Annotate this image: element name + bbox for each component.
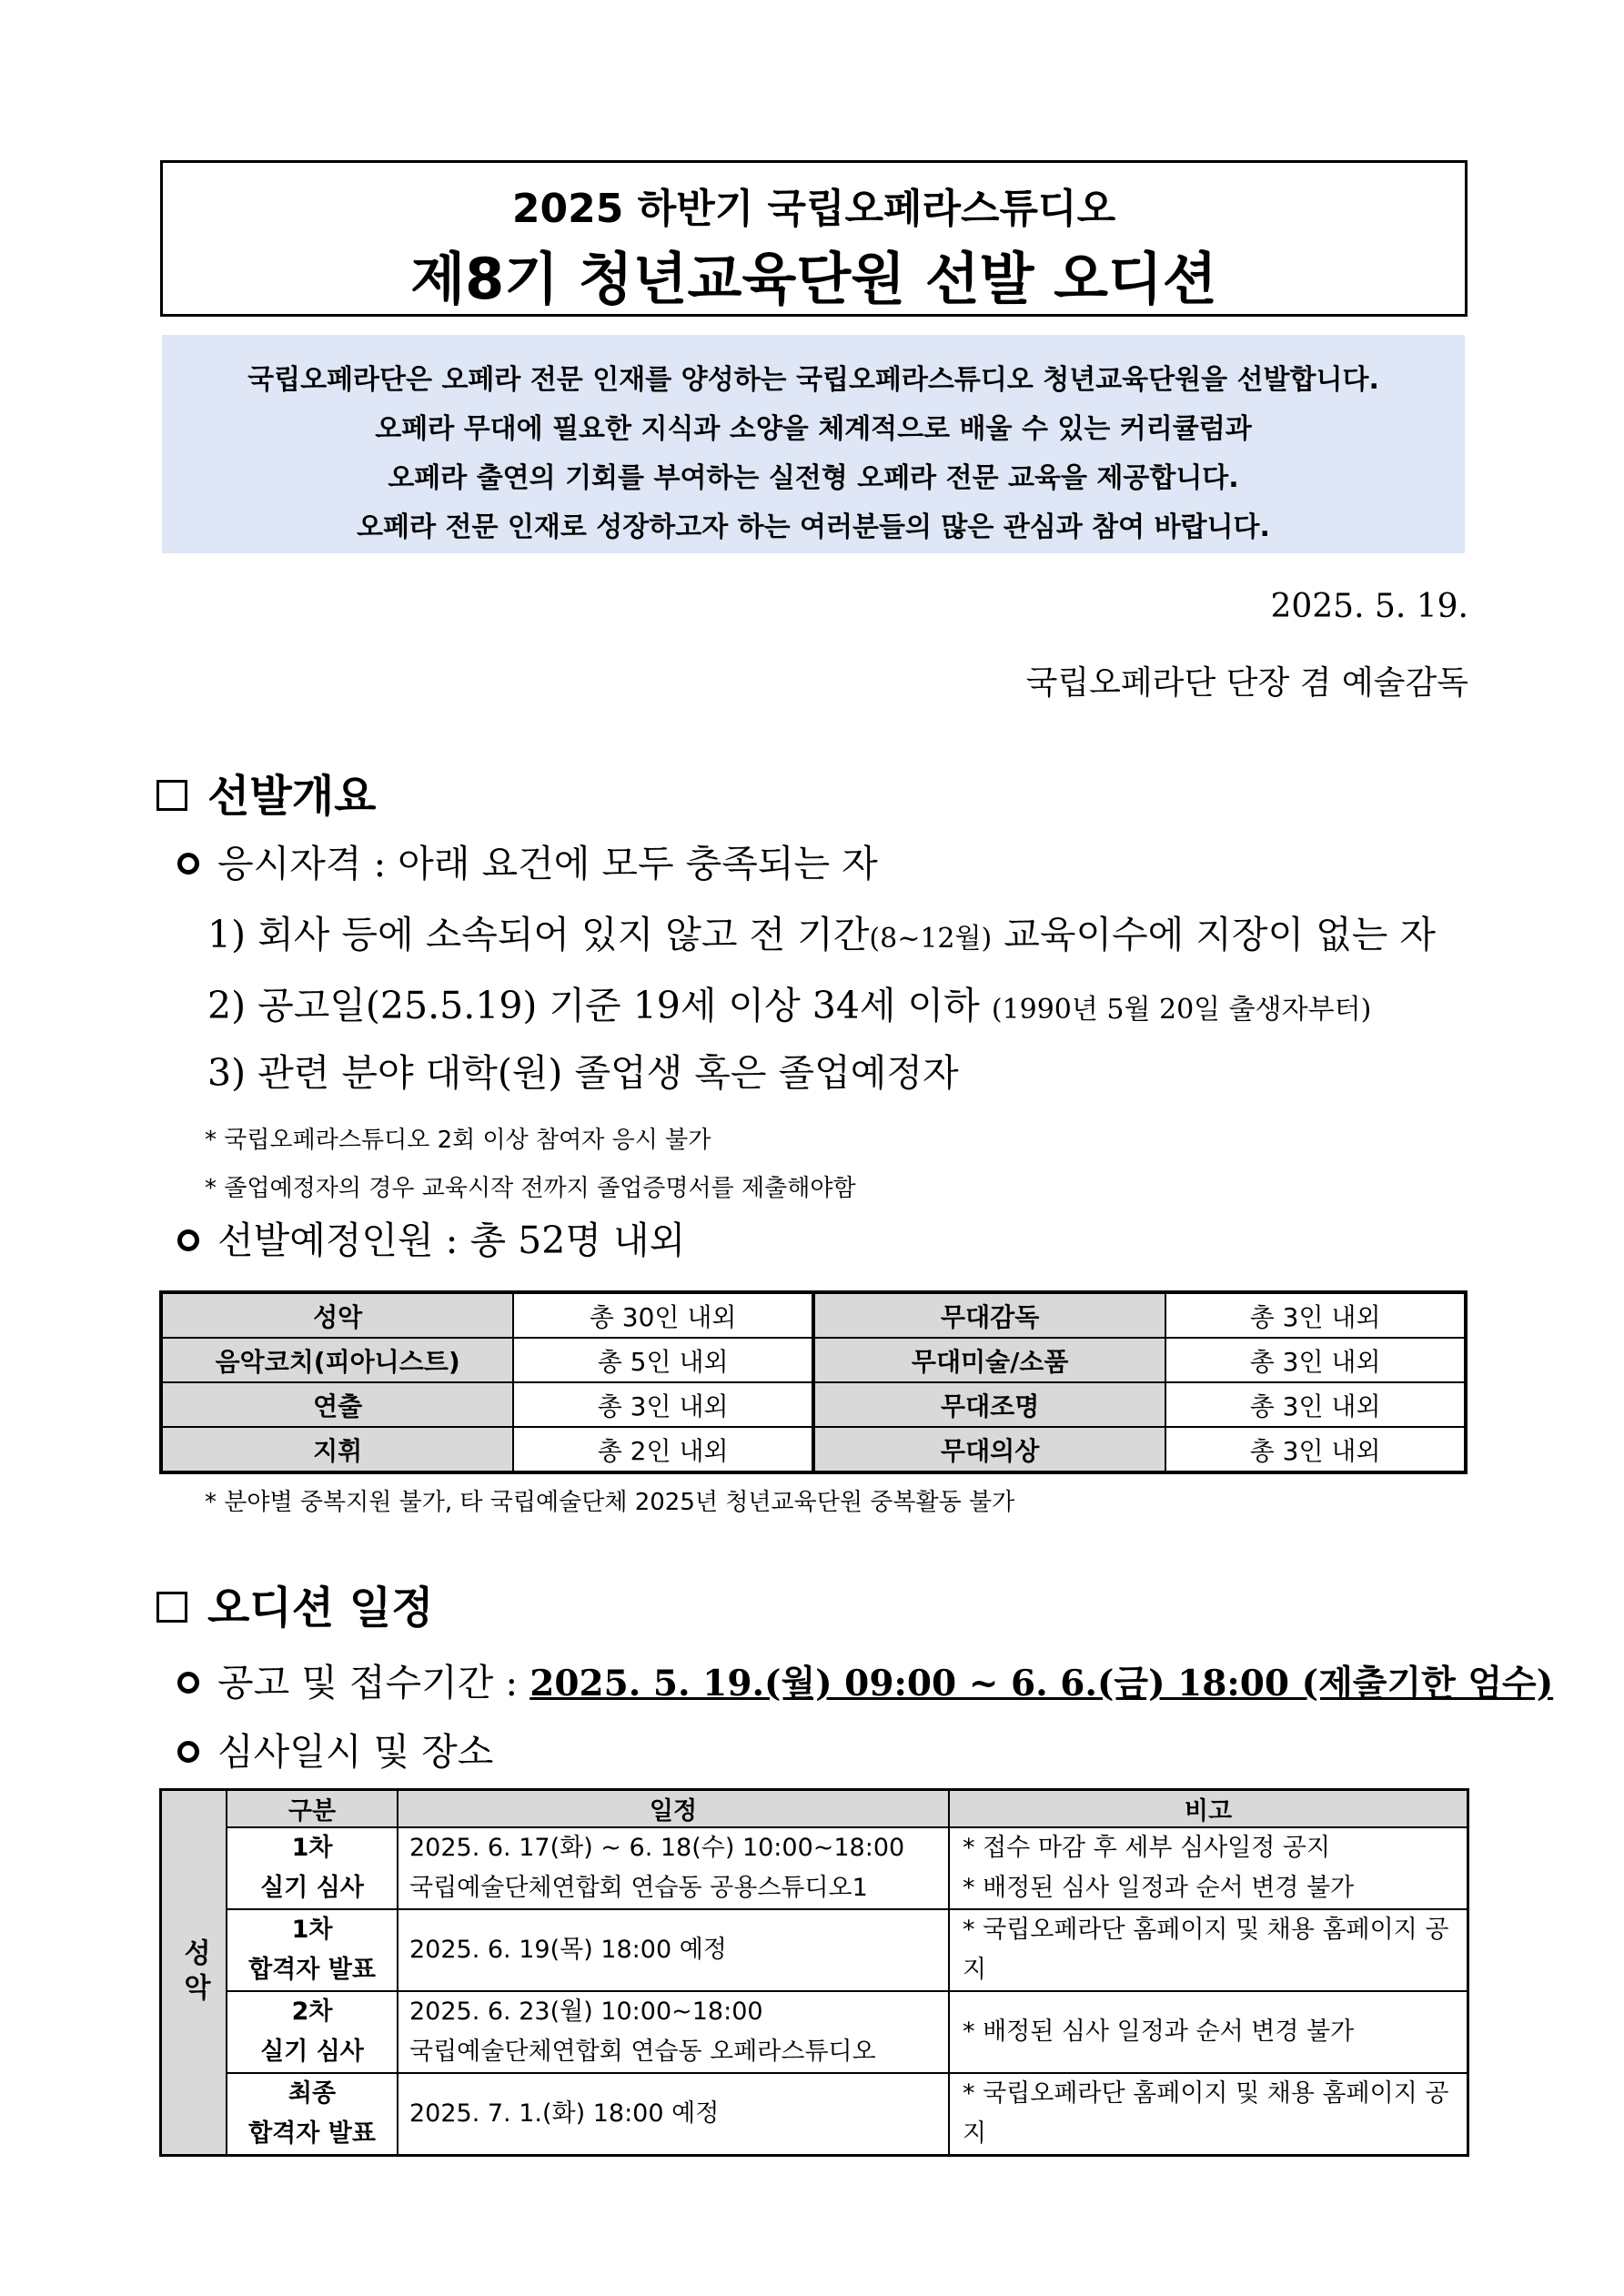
section-heading-overview [156,761,376,824]
eligibility-label: 응시자격 : 아래 요건에 모두 충족되는 자 [217,842,878,885]
quota-table [159,1290,1468,1474]
header-schedule: 일정 [398,1790,949,1828]
section-heading-schedule [156,1573,434,1635]
field-quota: 총 3인 내외 [1165,1382,1466,1427]
period-value: 2025. 5. 19.(월) 09:00 ~ 6. 6.(금) 18:00 (제출기한 엄수) [530,1663,1554,1704]
stage-cell: 최종 합격자 발표 [227,2073,398,2156]
venue-label: 심사일시 및 장소 [217,1730,494,1774]
field-quota: 총 2인 내외 [513,1427,813,1472]
section-title: 오디션 일정 [207,1583,434,1633]
table-row [161,1382,1466,1427]
table-row [161,1338,1466,1382]
table-row [161,1427,1466,1472]
table-row [161,1909,1468,1991]
intro-line: 국립오페라단은 오페라 전문 인재를 양성하는 국립오페라스튜디오 청년교육단원을 선발합니다. [247,364,1379,396]
table-row [161,2073,1468,2156]
eligibility-bullet [177,834,878,887]
table-row [161,1790,1468,1828]
remarks-cell: * 국립오페라단 홈페이지 및 채용 홈페이지 공지 [949,2073,1468,2156]
circle-bullet-icon [177,1741,199,1763]
field-name: 무대미술/소품 [813,1338,1165,1382]
field-quota: 총 3인 내외 [513,1382,813,1427]
title-box [160,160,1468,317]
field-name: 지휘 [161,1427,513,1472]
stage-cell: 1차 합격자 발표 [227,1909,398,1991]
table-row [161,1827,1468,1909]
field-name: 음악코치(피아니스트) [161,1338,513,1382]
side-label: 성악 [161,1790,227,2156]
intro-line: 오페라 출연의 기회를 부여하는 실전형 오페라 전문 교육을 제공합니다. [388,462,1239,494]
circle-bullet-icon [177,1672,199,1694]
title-line1: 2025 하반기 국립오페라스튜디오 [511,186,1116,232]
section-title: 선발개요 [207,771,377,822]
schedule-table [159,1788,1469,2157]
field-quota: 총 3인 내외 [1165,1338,1466,1382]
circle-bullet-icon [177,1229,199,1251]
checkbox-square-icon [156,1592,187,1623]
period-bullet [177,1653,1553,1706]
signature: 국립오페라단 단장 겸 예술감독 [1025,664,1468,702]
eligibility-item: 2) 공고일(25.5.19) 기준 19세 이상 34세 이하 (1990년 5월 20일 출생자부터) [207,984,1372,1027]
quota-note: * 분야별 중복지원 불가, 타 국립예술단체 2025년 청년교육단원 중복활동 불가 [205,1489,1015,1516]
announcement-date: 2025. 5. 19. [1270,588,1468,625]
stage-cell: 1차 실기 심사 [227,1827,398,1909]
remarks-cell: * 배정된 심사 일정과 순서 변경 불가 [949,1991,1468,2073]
field-quota: 총 30인 내외 [513,1292,813,1338]
header-stage: 구분 [227,1790,398,1828]
field-name: 무대조명 [813,1382,1165,1427]
quota-bullet [177,1210,685,1264]
field-name: 성악 [161,1292,513,1338]
checkbox-square-icon [156,780,187,811]
intro-box [162,335,1465,553]
table-row [161,1991,1468,2073]
field-name: 무대의상 [813,1427,1165,1472]
note: * 국립오페라스튜디오 2회 이상 참여자 응시 불가 [205,1127,711,1154]
note: * 졸업예정자의 경우 교육시작 전까지 졸업증명서를 제출해야함 [205,1175,856,1202]
field-quota: 총 5인 내외 [513,1338,813,1382]
field-quota: 총 3인 내외 [1165,1427,1466,1472]
eligibility-item: 3) 관련 분야 대학(원) 졸업생 혹은 졸업예정자 [207,1051,959,1095]
header-remarks: 비고 [949,1790,1468,1828]
venue-bullet [177,1722,493,1775]
eligibility-item: 1) 회사 등에 소속되어 있지 않고 전 기간(8~12월) 교육이수에 지장이 없는 자 [207,913,1436,956]
field-name: 연출 [161,1382,513,1427]
remarks-cell: * 접수 마감 후 세부 심사일정 공지 * 배정된 심사 일정과 순서 변경 불가 [949,1827,1468,1909]
intro-line: 오페라 전문 인재로 성장하고자 하는 여러분들의 많은 관심과 참여 바랍니다. [357,511,1270,543]
field-quota: 총 3인 내외 [1165,1292,1466,1338]
field-name: 무대감독 [813,1292,1165,1338]
title-line2: 제8기 청년교육단원 선발 오디션 [410,246,1217,312]
schedule-cell: 2025. 6. 17(화) ~ 6. 18(수) 10:00~18:00 국립예술단체연합회 연습동 공용스튜디오1 [398,1827,949,1909]
schedule-cell: 2025. 6. 23(월) 10:00~18:00 국립예술단체연합회 연습동 오페라스튜디오 [398,1991,949,2073]
remarks-cell: * 국립오페라단 홈페이지 및 채용 홈페이지 공지 [949,1909,1468,1991]
period-label: 공고 및 접수기간 : [217,1661,530,1704]
intro-line: 오페라 무대에 필요한 지식과 소양을 체계적으로 배울 수 있는 커리큘럼과 [375,413,1252,445]
schedule-cell: 2025. 7. 1.(화) 18:00 예정 [398,2073,949,2156]
quota-label: 선발예정인원 : 총 52명 내외 [217,1219,686,1262]
circle-bullet-icon [177,853,199,875]
table-row [161,1292,1466,1338]
schedule-cell: 2025. 6. 19(목) 18:00 예정 [398,1909,949,1991]
stage-cell: 2차 실기 심사 [227,1991,398,2073]
